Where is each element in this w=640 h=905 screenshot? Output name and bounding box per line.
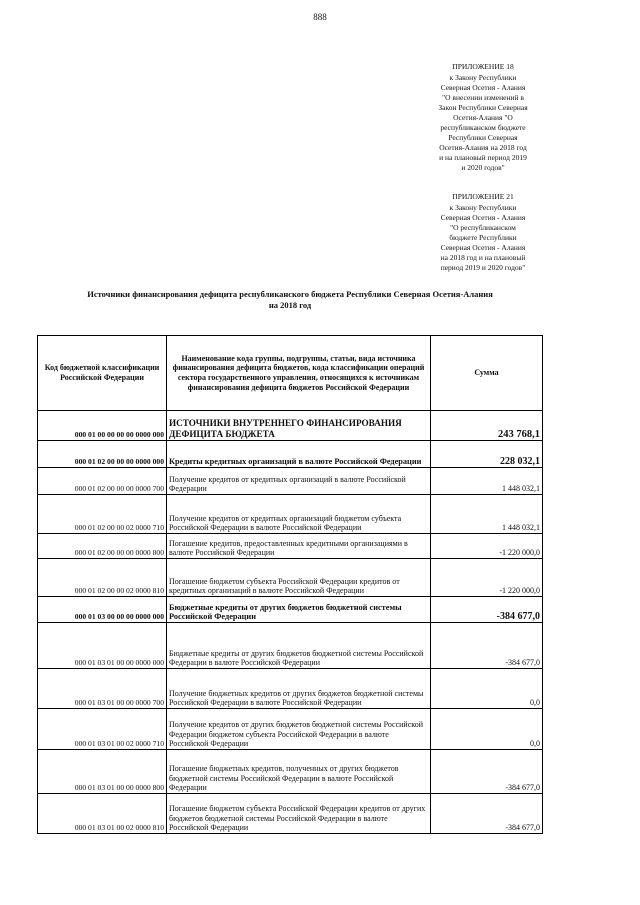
table-row [38,534,543,559]
header-code: Код бюджетной классификации Российской Федерации [38,336,167,411]
appendix-18-line: и 2020 годов" [461,163,505,172]
appendix-18-line: Закон Республики Северная [438,103,528,112]
document-title-line: на 2018 год [268,300,312,310]
row-name: Получение кредитов от кредитных организаций в валюте Российской Федерации [167,468,431,495]
row-name: Погашение бюджетных кредитов, полученных от других бюджетов бюджетной системы Российской Федерации в валюте Российской Федерации [167,750,431,794]
row-sum: -1 220 000,0 [431,534,543,559]
appendix-21-block [412,192,554,273]
row-name: Погашение бюджетом субъекта Российской Федерации кредитов от других бюджетов бюджетной системы Российской Федерации в валюте Российской Федерации [167,794,431,834]
row-code: 000 01 02 00 00 02 0000 710 [38,495,167,534]
table-row [38,669,543,709]
row-name: Погашение бюджетом субъекта Российской Федерации кредитов от кредитных организаций в валюте Российской Федерации [167,559,431,597]
row-name: Бюджетные кредиты от других бюджетов бюджетной системы Российской Федерации в валюте Российской Федерации [167,623,431,669]
table-header-row [38,336,543,411]
appendix-18-line: Осетия-Алания "О [453,113,513,122]
appendix-18-header: ПРИЛОЖЕНИЕ 18 [452,62,514,71]
appendix-21-line: на 2018 год и на плановый [440,253,526,262]
appendix-18-line: Осетия-Алания на 2018 год [439,143,527,152]
table-row [38,750,543,794]
appendix-21-line: Северная Осетия - Алания [440,213,526,222]
row-code: 000 01 02 00 00 02 0000 810 [38,559,167,597]
appendix-18-line: и на плановый период 2019 [439,153,527,162]
row-code: 000 01 02 00 00 00 0000 800 [38,534,167,559]
appendix-18-block [412,62,554,173]
table-row [38,794,543,834]
row-sum: 0,0 [431,709,543,750]
table-row [38,468,543,495]
row-code: 000 01 03 01 00 02 0000 710 [38,709,167,750]
row-code: 000 01 02 00 00 00 0000 700 [38,468,167,495]
row-sum: 1 448 032,1 [431,468,543,495]
header-name: Наименование кода группы, подгруппы, статьи, вида источника финансирования дефицита бюджетов, кода классификации операций сектора государственного управления, относящихся к источникам финансирования дефицита бюджетов Российской Федерации [167,336,431,411]
appendix-18-line: республиканском бюджете [440,123,526,132]
row-sum: 243 768,1 [431,411,543,441]
row-name: Получение бюджетных кредитов от других бюджетов бюджетной системы Российской Федерации в валюте Российской Федерации [167,669,431,709]
row-sum: -384 677,0 [431,750,543,794]
table-row [38,441,543,468]
table-row [38,411,543,441]
row-name: Получение кредитов от кредитных организаций бюджетом субъекта Российской Федерации в валюте Российской Федерации [167,495,431,534]
row-name: Получение кредитов от других бюджетов бюджетной системы Российской Федерации бюджетом субъекта Российской Федерации в валюте Российской Федерации [167,709,431,750]
row-name: Кредиты кредитных организаций в валюте Российской Федерации [167,441,431,468]
row-name: Погашение кредитов, предоставленных кредитными организациями в валюте Российской Федерации [167,534,431,559]
page-number: 888 [313,12,327,22]
appendix-21-line: бюджете Республики [449,233,517,242]
row-code: 000 01 03 01 00 00 0000 800 [38,750,167,794]
row-sum: 1 448 032,1 [431,495,543,534]
row-code: 000 01 03 01 00 02 0000 810 [38,794,167,834]
appendix-21-line: Северная Осетия - Алания [440,243,526,252]
table-row [38,559,543,597]
appendix-21-line: "О республиканском [450,223,516,232]
appendix-21-line: к Закону Республики [449,203,517,212]
row-sum: -384 677,0 [431,623,543,669]
document-title-line: Источники финансирования дефицита республиканского бюджета Республики Северная Осетия-Алания [87,289,493,299]
row-code: 000 01 03 01 00 00 0000 000 [38,623,167,669]
row-code: 000 01 02 00 00 00 0000 000 [38,441,167,468]
appendix-18-line: к Закону Республики [449,73,517,82]
table-row [38,709,543,750]
row-code: 000 01 00 00 00 00 0000 000 [38,411,167,441]
row-sum: 0,0 [431,669,543,709]
header-sum: Сумма [431,336,543,411]
table-row [38,597,543,623]
row-sum: -384 677,0 [431,597,543,623]
appendix-18-line: "О внесении изменений в [442,93,524,102]
row-code: 000 01 03 00 00 00 0000 000 [38,597,167,623]
appendix-21-line: период 2019 и 2020 годов" [440,263,526,272]
table-row [38,495,543,534]
row-code: 000 01 03 01 00 00 0000 700 [38,669,167,709]
row-name: ИСТОЧНИКИ ВНУТРЕННЕГО ФИНАНСИРОВАНИЯ ДЕФИЦИТА БЮДЖЕТА [167,411,431,441]
document-title [30,289,550,311]
appendix-18-line: Республики Северная [448,133,518,142]
row-sum: 228 032,1 [431,441,543,468]
appendix-18-line: Северная Осетия - Алания [440,83,526,92]
row-sum: -384 677,0 [431,794,543,834]
appendix-21-header: ПРИЛОЖЕНИЕ 21 [452,192,514,201]
table-row [38,623,543,669]
financing-sources-table [37,335,543,834]
row-name: Бюджетные кредиты от других бюджетов бюджетной системы Российской Федерации [167,597,431,623]
row-sum: -1 220 000,0 [431,559,543,597]
